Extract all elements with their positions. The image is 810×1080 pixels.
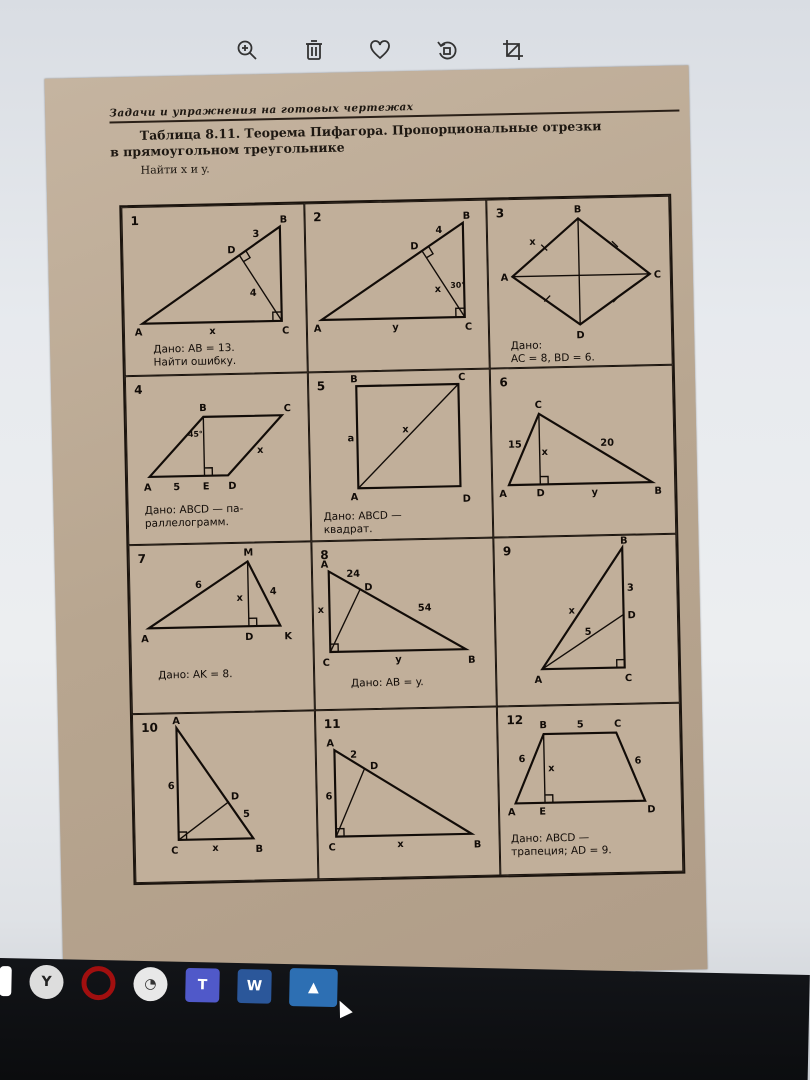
label-x: x <box>256 444 264 457</box>
label-M: M <box>243 547 254 559</box>
label-A: A <box>325 738 334 750</box>
photo-viewer-toolbar <box>230 30 530 70</box>
problem-number: 3 <box>495 206 505 221</box>
label-5: 5 <box>173 482 181 494</box>
label-D: D <box>230 791 240 803</box>
label-A: A <box>499 488 508 501</box>
label-B: B <box>574 204 582 216</box>
label-5: 5 <box>577 719 585 731</box>
given-note: Дано: AB = 13. Найти ошибку. <box>153 341 237 369</box>
favorite-icon[interactable] <box>363 33 397 67</box>
problem-6 <box>490 365 676 538</box>
label-A: A <box>134 327 143 339</box>
zoom-in-icon[interactable] <box>230 33 264 67</box>
label-4: 4 <box>269 586 277 598</box>
problem-3 <box>487 196 673 369</box>
scanned-page-image <box>45 65 708 982</box>
label-3: 3 <box>252 228 260 240</box>
problem-number: 1 <box>130 213 140 229</box>
problem-number: 4 <box>133 382 143 398</box>
label-D: D <box>228 480 237 493</box>
taskbar <box>0 958 810 1080</box>
label-x: x <box>568 605 576 617</box>
problem-1 <box>121 203 307 376</box>
section-title: Задачи и упражнения на готовых чертежах <box>109 96 679 124</box>
label-6: 6 <box>194 579 202 592</box>
label-x: x <box>529 236 537 248</box>
label-24: 24 <box>345 568 360 581</box>
label-A: A <box>350 492 359 504</box>
problem-7 <box>128 541 314 714</box>
problem-4 <box>125 372 311 545</box>
label-20: 20 <box>600 437 615 449</box>
given-note: Дано: AC = 8, BD = 6. <box>510 339 595 366</box>
label-A: A <box>534 674 543 687</box>
problem-number: 6 <box>499 375 508 390</box>
label-D: D <box>576 330 586 342</box>
label-D: D <box>647 804 656 816</box>
label-K: K <box>284 631 293 643</box>
label-B: B <box>473 839 482 851</box>
chat-app-icon[interactable]: ◔ <box>133 967 168 1002</box>
table-title-line1: Таблица 8.11. Теорема Пифагора. Пропорциональные отрезки <box>139 118 602 143</box>
problem-8 <box>311 538 497 711</box>
label-A: A <box>313 323 322 335</box>
label-B: B <box>279 214 288 226</box>
label-C: C <box>625 673 633 685</box>
label-D: D <box>363 582 373 594</box>
label-x: x <box>317 604 324 616</box>
problem-number: 11 <box>323 716 341 732</box>
diagram-11 <box>316 708 500 879</box>
given-note: Дано: ABCD — па- раллелограмм. <box>144 502 244 530</box>
problem-number: 5 <box>316 379 326 394</box>
label-A: A <box>172 716 181 728</box>
label-C: C <box>322 657 330 669</box>
label-x: x <box>396 839 404 851</box>
label-y: y <box>591 487 599 499</box>
label-C: C <box>464 321 472 333</box>
problem-2 <box>304 200 490 373</box>
label-x: x <box>401 424 409 436</box>
task-instruction: Найти x и y. <box>140 162 210 177</box>
problems-grid <box>119 194 685 885</box>
label-C: C <box>171 845 179 857</box>
label-B: B <box>539 720 548 732</box>
label-A: A <box>320 559 329 571</box>
label-5: 5 <box>584 626 592 638</box>
label-6: 6 <box>325 791 333 803</box>
crop-icon[interactable] <box>496 33 530 67</box>
problem-number: 9 <box>502 544 512 559</box>
label-B: B <box>462 210 470 222</box>
label-6-right: 6 <box>634 755 642 767</box>
diagram-6 <box>491 366 675 537</box>
label-a: a <box>347 433 354 445</box>
problem-number: 2 <box>313 210 322 225</box>
given-note: Дано: ABCD — квадрат. <box>323 509 402 537</box>
label-54: 54 <box>417 602 432 614</box>
label-B: B <box>654 485 663 497</box>
yandex-browser-icon[interactable]: Y <box>29 965 64 1000</box>
label-D: D <box>536 488 546 500</box>
problem-11 <box>315 707 501 880</box>
label-4: 4 <box>435 225 443 237</box>
label-B: B <box>349 374 358 386</box>
label-C: C <box>328 842 336 854</box>
problem-number: 7 <box>137 551 147 566</box>
label-6: 6 <box>167 780 175 793</box>
label-x: x <box>209 325 216 338</box>
diagram-2 <box>305 201 489 372</box>
label-A: A <box>508 807 516 819</box>
teams-icon[interactable]: T <box>185 968 220 1003</box>
label-B: B <box>199 402 207 415</box>
label-A: A <box>141 634 149 646</box>
label-D: D <box>245 631 254 644</box>
label-D: D <box>627 610 637 622</box>
problem-number: 8 <box>320 547 329 563</box>
label-y: y <box>394 654 402 666</box>
label-B: B <box>467 654 476 666</box>
label-6-left: 6 <box>518 753 526 766</box>
problem-10 <box>132 710 318 883</box>
label-15: 15 <box>508 439 523 451</box>
label-3: 3 <box>627 582 635 594</box>
label-angle: 30° <box>449 280 465 290</box>
label-4: 4 <box>249 287 257 299</box>
problem-5 <box>307 369 493 542</box>
label-A: A <box>500 272 509 284</box>
label-2: 2 <box>349 749 357 761</box>
label-x: x <box>548 763 556 775</box>
windows-start-icon[interactable] <box>0 966 12 996</box>
label-D: D <box>227 245 236 257</box>
label-C: C <box>614 718 622 730</box>
label-C: C <box>534 399 543 411</box>
word-icon[interactable]: W <box>237 969 272 1004</box>
label-E: E <box>202 481 210 493</box>
diagram-10 <box>133 711 317 882</box>
label-D: D <box>409 241 419 253</box>
label-C: C <box>457 371 466 384</box>
diagram-7 <box>129 542 313 713</box>
given-note: Дано: AB = y. <box>350 676 424 690</box>
label-y: y <box>391 322 399 334</box>
label-D: D <box>369 760 379 773</box>
label-B: B <box>255 843 264 856</box>
label-B: B <box>620 535 629 547</box>
label-D: D <box>462 493 471 505</box>
taskbar-apps <box>0 962 338 1007</box>
label-x: x <box>434 283 441 296</box>
label-E: E <box>539 806 547 818</box>
delete-icon[interactable] <box>297 33 331 67</box>
opera-browser-icon[interactable] <box>81 966 116 1001</box>
given-note: Дано: AK = 8. <box>158 668 233 682</box>
label-x: x <box>236 592 244 604</box>
label-C: C <box>283 403 291 415</box>
label-x: x <box>541 446 549 458</box>
problem-number: 12 <box>506 712 524 728</box>
label-C: C <box>281 325 290 337</box>
page-header <box>109 96 680 178</box>
diagram-9 <box>495 535 679 706</box>
photos-icon[interactable]: ▲ <box>289 968 338 1007</box>
table-title-line2: в прямоугольном треугольнике <box>109 139 345 160</box>
label-A: A <box>143 482 152 494</box>
rotate-icon[interactable] <box>430 33 464 67</box>
label-angle: 45° <box>187 429 203 439</box>
problem-number: 10 <box>141 720 159 735</box>
label-C: C <box>654 269 662 281</box>
label-x: x <box>212 842 219 854</box>
problem-9 <box>494 534 680 707</box>
given-note: Дано: ABCD — трапеция; AD = 9. <box>510 831 612 859</box>
label-5: 5 <box>242 808 250 820</box>
problem-12 <box>497 703 683 876</box>
